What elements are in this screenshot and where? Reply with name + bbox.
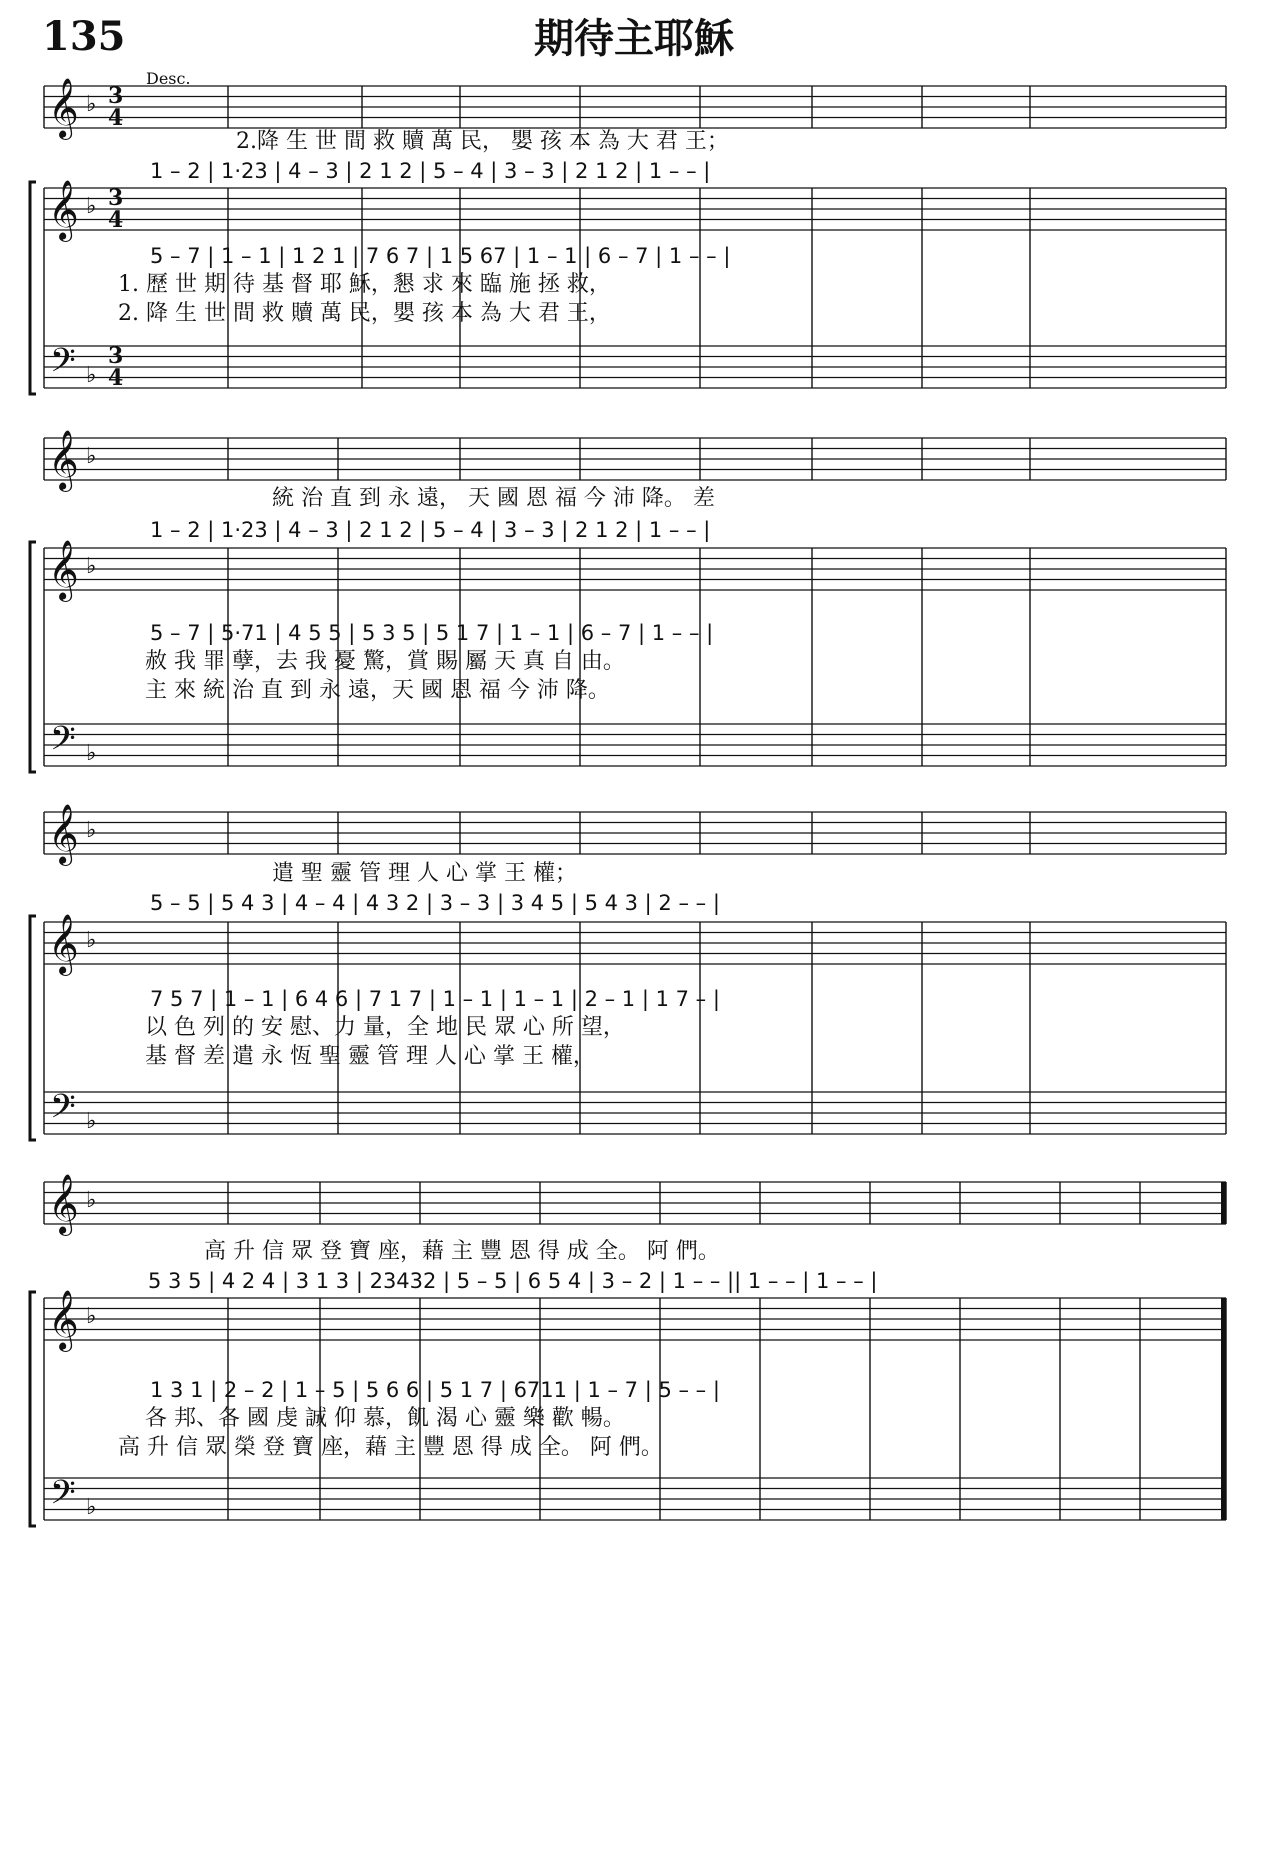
hymn-title: 期待主耶穌 xyxy=(534,15,734,62)
descant-lyrics-4: 高 升 信 眾 登 寶 座，藉 主 豐 恩 得 成 全。 阿 們。 xyxy=(204,1239,720,1264)
verse2-lyrics-1: 2. 降 生 世 間 救 贖 萬 民，嬰 孩 本 為 大 君 王， xyxy=(118,301,611,326)
bass-time-signature-top: 3 xyxy=(108,343,124,369)
bass-clef: 𝄢 xyxy=(50,342,76,388)
bass-key-flat: ♭ xyxy=(86,741,97,766)
numbered-notation-1: 1 – 2 | 1·23 | 4 – 3 | 2 1 2 | 5 – 4 | 3 – 3 | 2 1 2 | 1 – – | xyxy=(150,159,711,183)
numbered-notation-3: 5 – 5 | 5 4 3 | 4 – 4 | 4 3 2 | 3 – 3 | 3 4 5 | 5 4 3 | 2 – – | xyxy=(150,891,720,915)
numbered-notation-2: 1 – 2 | 1·23 | 4 – 3 | 2 1 2 | 5 – 4 | 3 – 3 | 2 1 2 | 1 – – | xyxy=(150,518,711,542)
verse2-lyrics-2: 主 來 統 治 直 到 永 遠，天 國 恩 福 今 沛 降。 xyxy=(145,678,610,703)
numbered-notation-4: 5 3 5 | 4 2 4 | 3 1 3 | 23432 | 5 – 5 | 6 5 4 | 3 – 2 | 1 – – || 1 – – | 1 – – | xyxy=(148,1269,878,1293)
treble-time-signature-bottom: 4 xyxy=(108,207,124,233)
final-barline-descant xyxy=(1221,1182,1226,1224)
bass-time-signature-bottom: 4 xyxy=(108,365,124,391)
treble-key-flat: ♭ xyxy=(86,194,97,219)
bass-key-flat: ♭ xyxy=(86,363,97,388)
numbered-notation-lower-3: 7 5 7 | 1 – 1 | 6 4 6 | 7 1 7 | 1 – 1 | 1 – 1 | 2 – 1 | 1 7 – | xyxy=(150,987,720,1011)
treble-clef: 𝄞 xyxy=(48,1290,79,1350)
treble-key-flat: ♭ xyxy=(86,554,97,579)
numbered-notation-lower-4: 1 3 1 | 2 – 2 | 1 – 5 | 5 6 6 | 5 1 7 | 6711 | 1 – 7 | 5 – – | xyxy=(150,1378,720,1402)
grand-staff-bracket xyxy=(30,542,36,772)
treble-clef: 𝄞 xyxy=(48,540,79,600)
descant-lyrics-2: 統 治 直 到 永 遠， 天 國 恩 福 今 沛 降。 差 xyxy=(272,486,715,511)
treble-time-signature-top: 3 xyxy=(108,185,124,211)
treble-clef: 𝄞 xyxy=(48,180,79,240)
verse2-lyrics-4: 高 升 信 眾 榮 登 寶 座，藉 主 豐 恩 得 成 全。 阿 們。 xyxy=(118,1435,663,1460)
descant-key-flat: ♭ xyxy=(86,444,97,469)
final-barline-grand-staff xyxy=(1221,1298,1226,1520)
bass-clef: 𝄢 xyxy=(50,1474,76,1520)
bass-key-flat: ♭ xyxy=(86,1495,97,1520)
treble-key-flat: ♭ xyxy=(86,928,97,953)
verse1-lyrics-2: 赦 我 罪 孽，去 我 憂 驚，賞 賜 屬 天 真 自 由。 xyxy=(145,649,625,674)
descant-lyrics-1: 2.降 生 世 間 救 贖 萬 民， 嬰 孩 本 為 大 君 王； xyxy=(236,129,729,154)
descant-key-flat: ♭ xyxy=(86,92,97,117)
descant-marking: Desc. xyxy=(146,69,191,88)
treble-clef: 𝄞 xyxy=(48,914,79,974)
descant-treble-clef: 𝄞 xyxy=(48,430,79,490)
grand-staff-bracket xyxy=(30,1292,36,1526)
descant-lyrics-3: 遣 聖 靈 管 理 人 心 掌 王 權； xyxy=(272,861,577,886)
descant-time-signature-bottom: 4 xyxy=(108,105,124,131)
verse2-lyrics-3: 基 督 差 遣 永 恆 聖 靈 管 理 人 心 掌 王 權， xyxy=(145,1044,595,1069)
bass-clef: 𝄢 xyxy=(50,1088,76,1134)
bass-clef: 𝄢 xyxy=(50,720,76,766)
descant-treble-clef: 𝄞 xyxy=(48,804,79,864)
descant-key-flat: ♭ xyxy=(86,1188,97,1213)
hymn-number: 135 xyxy=(42,13,126,60)
verse1-lyrics-1: 1. 歷 世 期 待 基 督 耶 穌，懇 求 來 臨 施 拯 救， xyxy=(118,272,611,297)
descant-key-flat: ♭ xyxy=(86,818,97,843)
descant-treble-clef: 𝄞 xyxy=(48,78,79,138)
treble-key-flat: ♭ xyxy=(86,1304,97,1329)
verse1-lyrics-3: 以 色 列 的 安 慰、力 量，全 地 民 眾 心 所 望， xyxy=(145,1015,625,1040)
verse1-lyrics-4: 各 邦、各 國 虔 誠 仰 慕，飢 渴 心 靈 樂 歡 暢。 xyxy=(145,1406,625,1431)
numbered-notation-lower-1: 5 – 7 | 1 – 1 | 1 2 1 | 7 6 7 | 1 5 67 | 1 – 1 | 6 – 7 | 1 – – | xyxy=(150,244,731,268)
bass-key-flat: ♭ xyxy=(86,1109,97,1134)
descant-time-signature-top: 3 xyxy=(108,83,124,109)
descant-treble-clef: 𝄞 xyxy=(48,1174,79,1234)
grand-staff-bracket xyxy=(30,916,36,1140)
grand-staff-bracket xyxy=(30,182,36,394)
numbered-notation-lower-2: 5 – 7 | 5·71 | 4 5 5 | 5 3 5 | 5 1 7 | 1 – 1 | 6 – 7 | 1 – – | xyxy=(150,621,714,645)
